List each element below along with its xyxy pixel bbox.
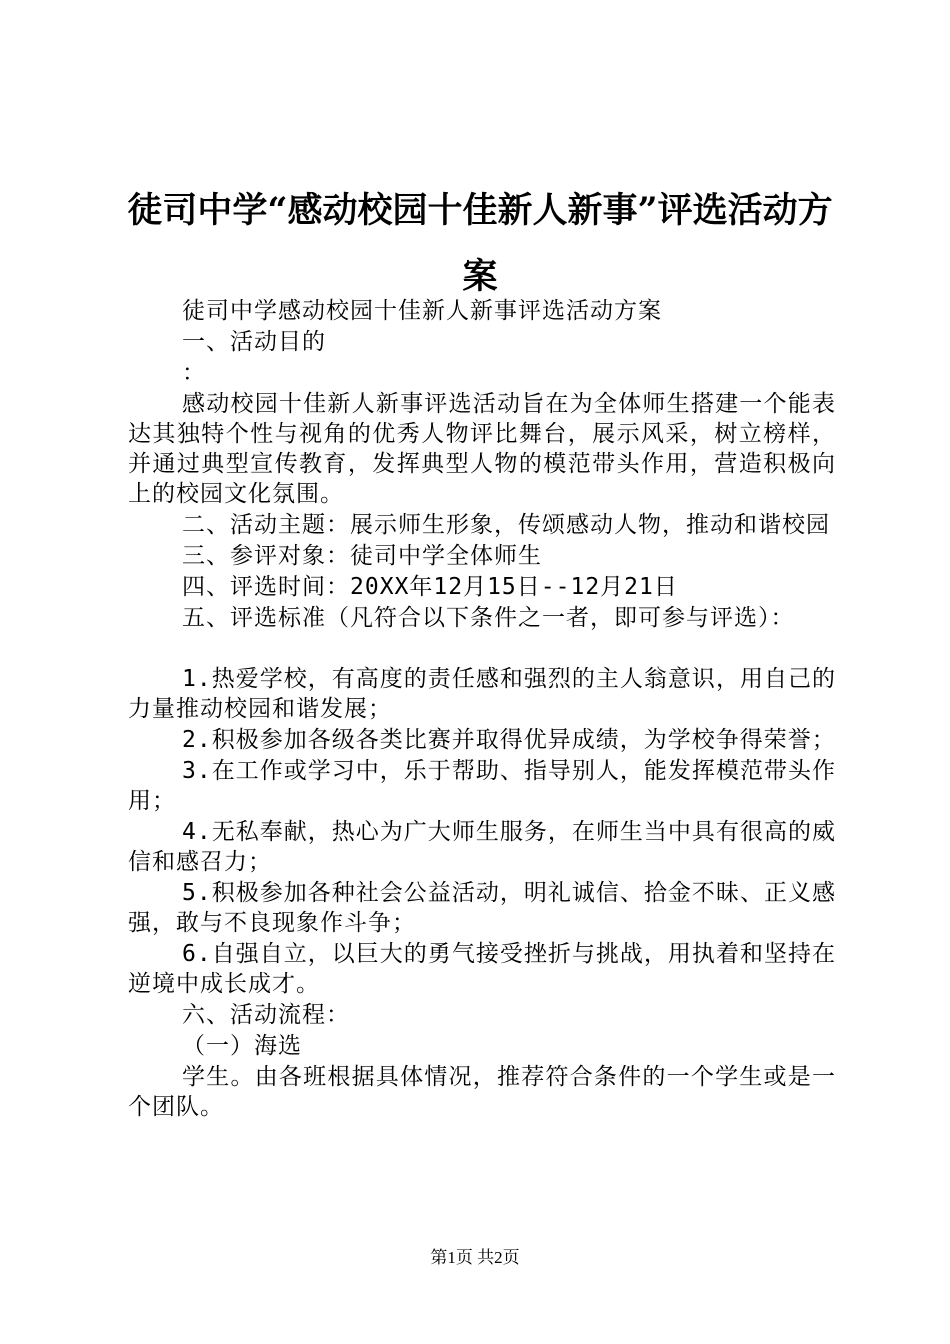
colon-line: ： xyxy=(182,360,206,386)
blank-line xyxy=(128,634,836,664)
schedule-paragraph: 四、评选时间：20XX年12月15日--12月21日 xyxy=(182,574,678,600)
criteria-item: 2.积极参加各级各类比赛并取得优异成绩，为学校争得荣誉； xyxy=(182,727,836,753)
criteria-item: 5.积极参加各种社会公益活动，明礼诚信、拾金不昧、正义感强，敢与不良现象作斗争； xyxy=(128,880,836,936)
criteria-heading: 五、评选标准（凡符合以下条件之一者，即可参与评选）： xyxy=(182,605,795,631)
document-body xyxy=(128,296,836,1123)
criteria-item: 1.热爱学校，有高度的责任感和强烈的主人翁意识，用自己的力量推动校园和谐发展； xyxy=(128,666,836,722)
process-paragraph: 学生。由各班根据具体情况，推荐符合条件的一个学生或是一个团队。 xyxy=(128,1064,836,1120)
subtitle-paragraph: 徒司中学感动校园十佳新人新事评选活动方案 xyxy=(182,298,662,324)
participants-paragraph: 三、参评对象：徒司中学全体师生 xyxy=(182,543,542,569)
document-title: 徒司中学“感动校园十佳新人新事”评选活动方案 xyxy=(127,190,833,297)
criteria-item: 4.无私奉献，热心为广大师生服务，在师生当中具有很高的威信和感召力； xyxy=(128,819,836,875)
process-heading: 六、活动流程： xyxy=(182,1002,350,1028)
purpose-paragraph: 感动校园十佳新人新事评选活动旨在为全体师生搭建一个能表达其独特个性与视角的优秀人物评比舞台，展示风采，树立榜样，并通过典型宣传教育，发挥典型人物的模范带头作用，营造积极向上的校园文化氛围。 xyxy=(128,391,836,507)
criteria-item: 6.自强自立，以巨大的勇气接受挫折与挑战，用执着和坚持在逆境中成长成才。 xyxy=(128,941,836,997)
process-subheading: （一）海选 xyxy=(182,1033,302,1059)
page-number-footer: 第1页 共2页 xyxy=(430,1248,520,1267)
theme-paragraph: 二、活动主题：展示师生形象，传颂感动人物，推动和谐校园 xyxy=(182,512,830,538)
section-heading-purpose: 一、活动目的 xyxy=(182,329,326,355)
criteria-item: 3.在工作或学习中，乐于帮助、指导别人，能发挥模范带头作用； xyxy=(128,758,836,814)
